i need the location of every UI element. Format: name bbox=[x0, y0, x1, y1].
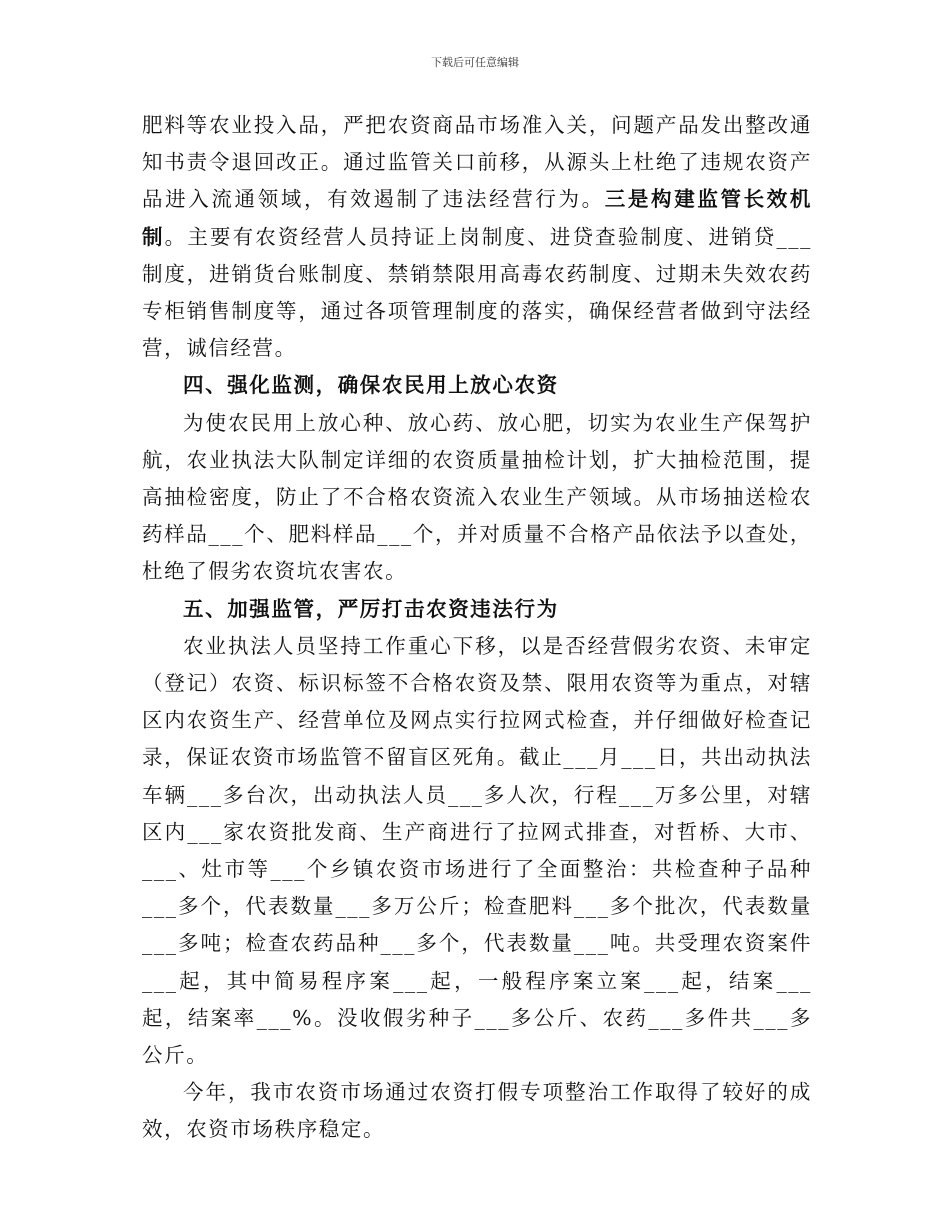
paragraph-3: 农业执法人员坚持工作重心下移，以是否经营假劣农资、未审定（登记）农资、标识标签不合格农资及禁、限用农资等为重点，对辖区内农资生产、经营单位及网点实行拉网式检查，并仔细做好检查记录，保证农资市场监管不留盲区死角。截止___月___日，共出动执法车辆___多台次，出动执法人员___多人次，行程___万多公里，对辖区内___家农资批发商、生产商进行了拉网式排查，对哲桥、大市、___、灶市等___个乡镇农资市场进行了全面整治：共检查种子品种___多个，代表数量___多万公斤；检查肥料___多个批次，代表数量___多吨；检查农药品种___多个，代表数量___吨。共受理农资案件___起，其中简易程序案___起，一般程序案立案___起，结案___起，结案率___%。没收假劣种子___多公斤、农药___多件共___多公斤。 bbox=[142, 633, 812, 1068]
page-header: 下载后可任意编辑 bbox=[431, 56, 519, 69]
section-heading-4: 四、强化监测，确保农民用上放心农资 bbox=[183, 373, 559, 398]
paragraph-1-tail: 。主要有农资经营人员持证上岗制度、进贷查验制度、进销贷___制度，进销货台账制度、禁销禁限用高毒农药制度、过期未失效农药专柜销售制度等，通过各项管理制度的落实，确保经营者做到守法经营，诚信经营。 bbox=[142, 224, 813, 361]
document-body bbox=[142, 107, 812, 1149]
paragraph-1-text: 肥料等农业投入品，严把农资商品市场准入关，问题产品发出整改通知书责令退回改正。通过监管关口前移，从源头上杜绝了违规农资产品进入流通领域，有效遏制了违法经营行为。 bbox=[142, 113, 812, 212]
paragraph-1 bbox=[142, 107, 812, 367]
section-heading-5: 五、加强监管，严厉打击农资违法行为 bbox=[183, 596, 559, 621]
paragraph-2: 为使农民用上放心种、放心药、放心肥，切实为农业生产保驾护航，农业执法大队制定详细的农资质量抽检计划，扩大抽检范围，提高抽检密度，防止了不合格农资流入农业生产领域。从市场抽送检农药样品___个、肥料样品___个，并对质量不合格产品依法予以查处，杜绝了假劣农资坑农害农。 bbox=[142, 410, 812, 584]
paragraph-4: 今年，我市农资市场通过农资打假专项整治工作取得了较好的成效，农资市场秩序稳定。 bbox=[142, 1080, 812, 1142]
paragraph-1-bold-phrase: 三是构建监管长效机制 bbox=[142, 187, 812, 249]
